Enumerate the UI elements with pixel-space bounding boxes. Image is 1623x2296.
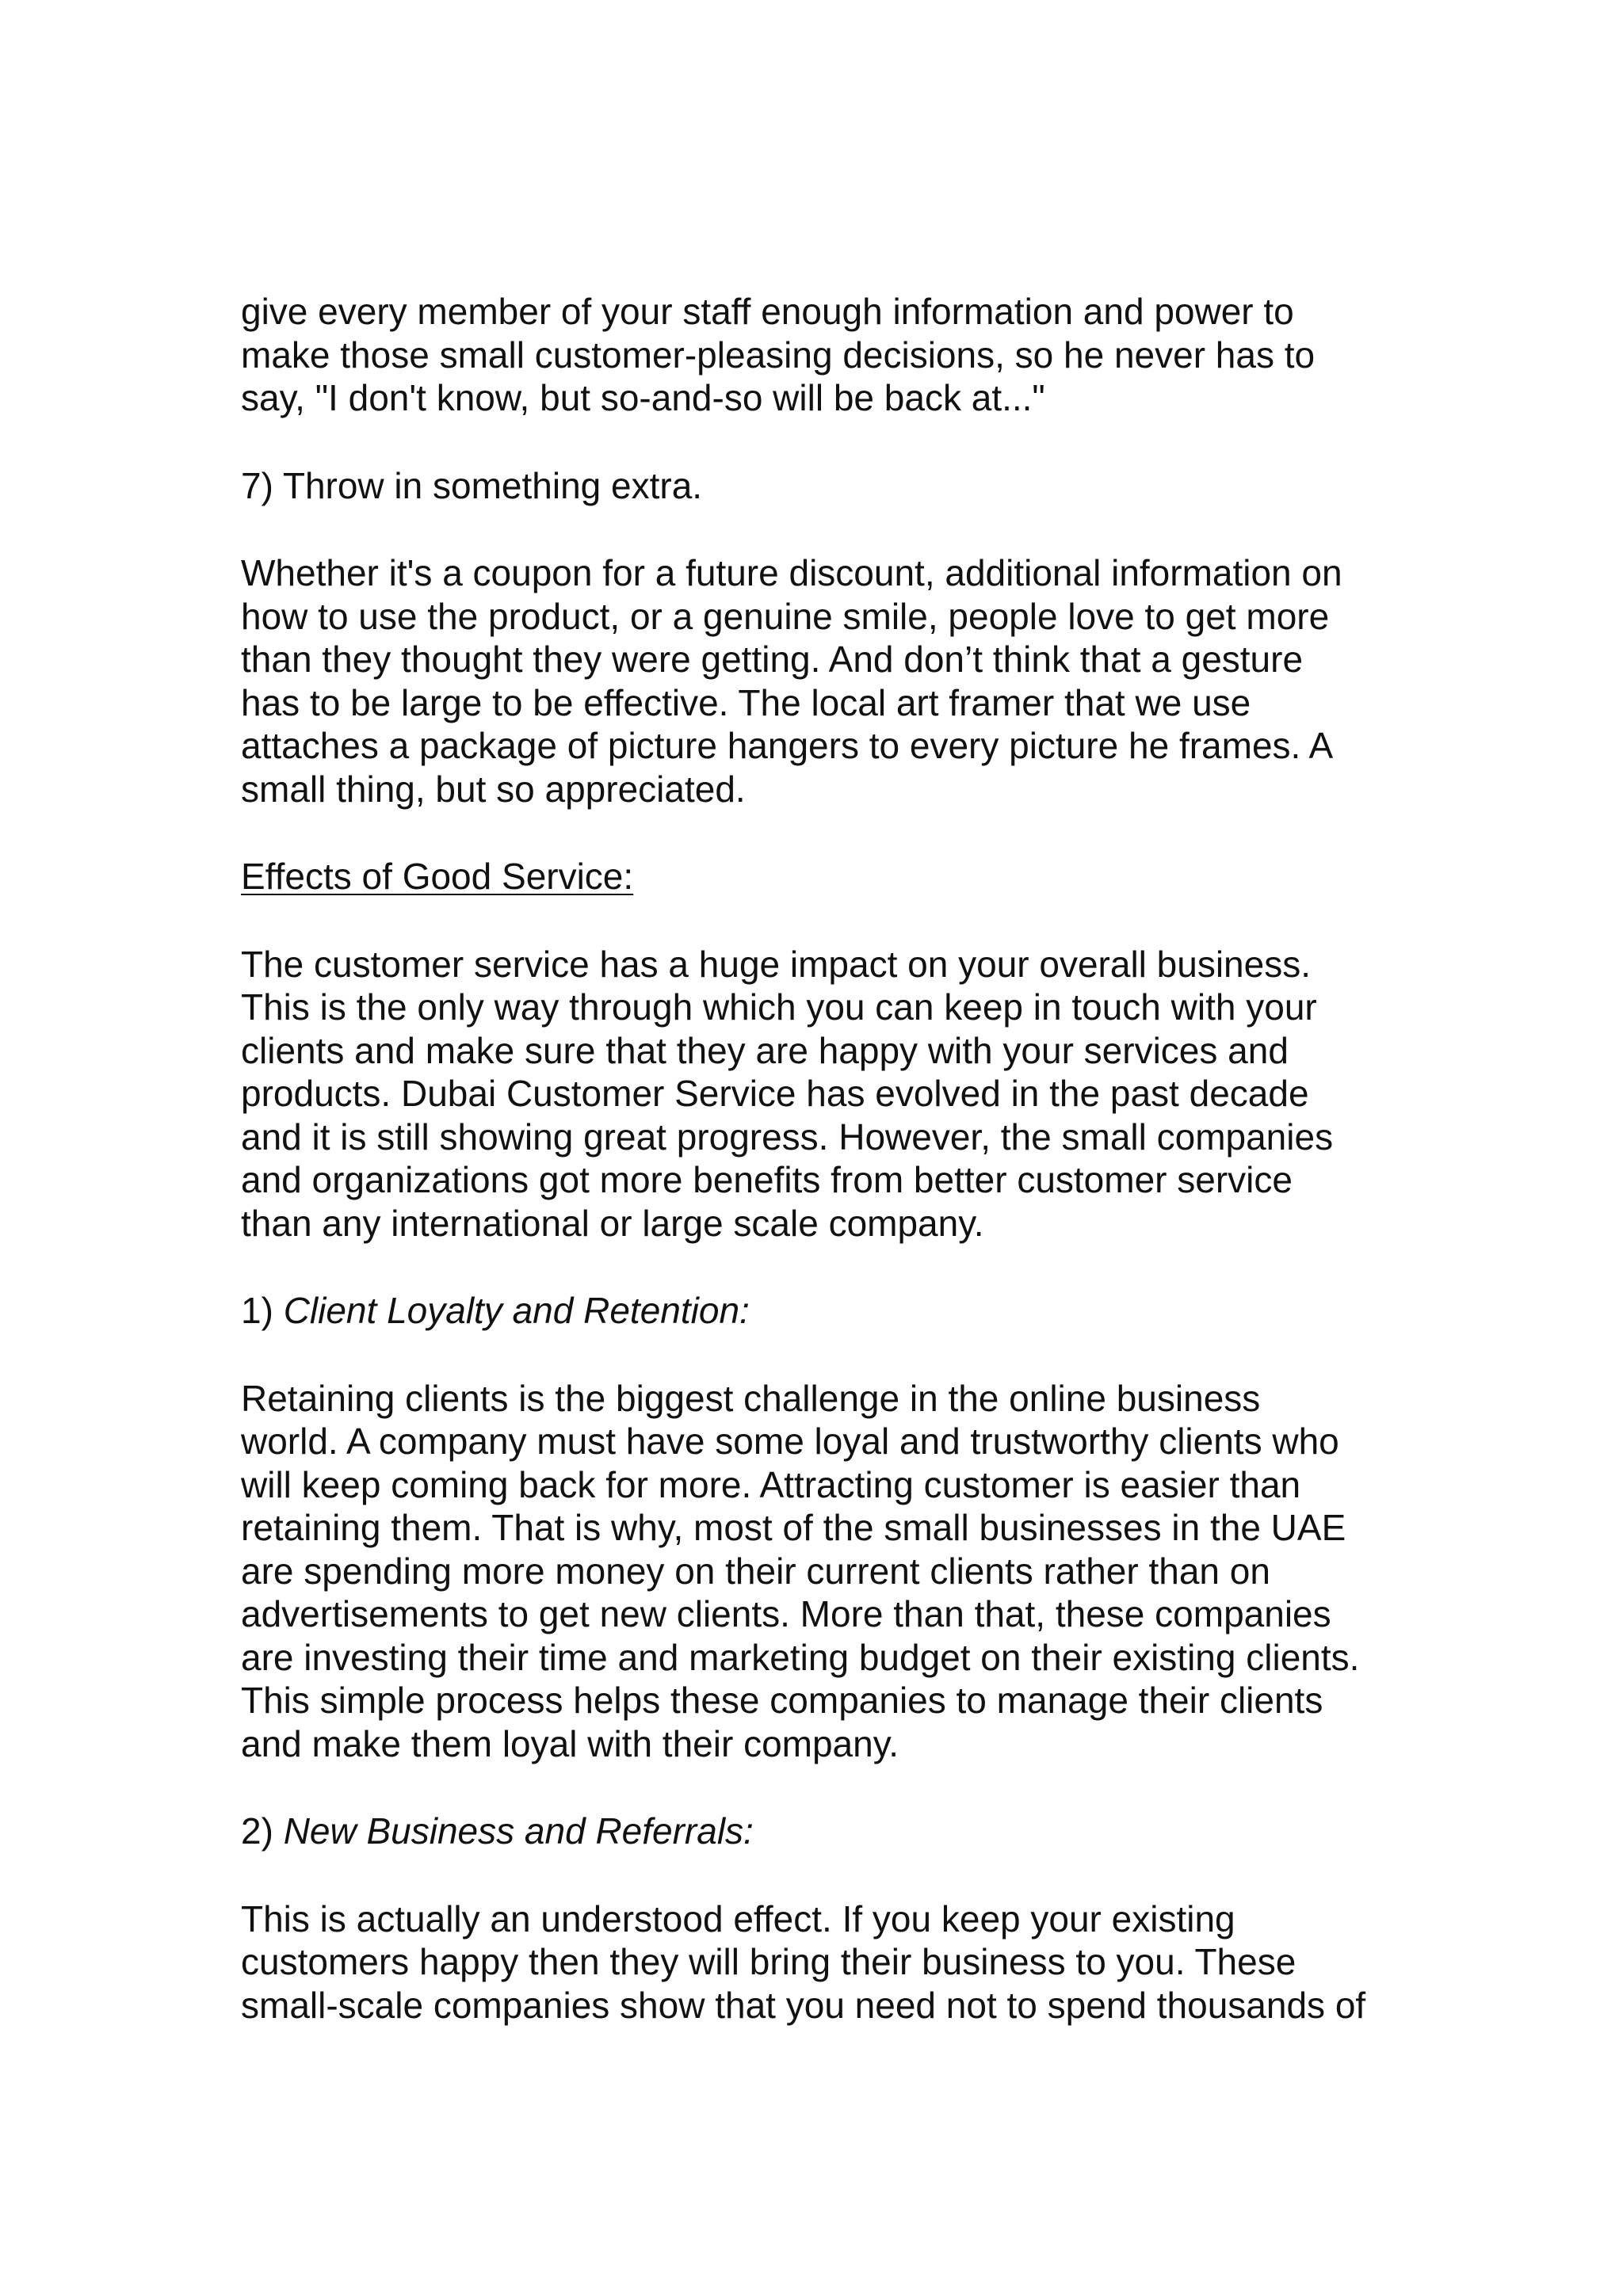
text-line: and make them loyal with their company. xyxy=(241,1722,899,1764)
text-line: has to be large to be effective. The local art framer that we use xyxy=(241,681,1251,723)
text-line: are investing their time and marketing budget on their existing clients. xyxy=(241,1636,1360,1678)
text-line: small-scale companies show that you need not to spend thousands of xyxy=(241,1984,1366,2026)
item-title: New Business and Referrals: xyxy=(283,1810,754,1852)
paragraph-client-retention xyxy=(241,1377,1430,1766)
text-line: than any international or large scale company. xyxy=(241,1202,984,1244)
text-line: make those small customer-pleasing decisions, so he never has to xyxy=(241,334,1316,376)
text-line: retaining them. That is why, most of the small businesses in the UAE xyxy=(241,1507,1346,1548)
text-line: how to use the product, or a genuine smile, people love to get more xyxy=(241,595,1330,637)
paragraph-something-extra xyxy=(241,551,1430,810)
text-line: and organizations got more benefits from better customer service xyxy=(241,1159,1293,1200)
section-heading-text: Effects of Good Service: xyxy=(241,856,634,897)
item-number: 1) xyxy=(241,1290,284,1331)
item-heading: 7) Throw in something extra. xyxy=(241,464,703,506)
item-heading xyxy=(241,1289,1430,1333)
paragraph-referrals xyxy=(241,1897,1430,2027)
text-line: give every member of your staff enough information and power to xyxy=(241,291,1294,332)
item-heading xyxy=(241,1810,1430,1853)
text-line: advertisements to get new clients. More than that, these companies xyxy=(241,1593,1331,1634)
text-line: Whether it's a coupon for a future discount, additional information on xyxy=(241,552,1342,593)
list-item-new-business xyxy=(241,1810,1430,1853)
list-item-client-loyalty xyxy=(241,1289,1430,1333)
text-line: attaches a package of picture hangers to every picture he frames. A xyxy=(241,725,1334,766)
item-number: 2) xyxy=(241,1810,284,1852)
item-title: Client Loyalty and Retention: xyxy=(283,1290,750,1331)
text-line: and it is still showing great progress. However, the small companies xyxy=(241,1116,1334,1158)
text-line: Retaining clients is the biggest challenge in the online business xyxy=(241,1377,1261,1419)
text-line: The customer service has a huge impact on your overall business. xyxy=(241,943,1311,985)
text-line: customers happy then they will bring their business to you. These xyxy=(241,1941,1296,1982)
text-line: small thing, but so appreciated. xyxy=(241,768,746,810)
text-line: products. Dubai Customer Service has evolved in the past decade xyxy=(241,1073,1309,1114)
text-line: say, "I don't know, but so-and-so will be back at..." xyxy=(241,377,1045,418)
text-line: This is actually an understood effect. If you keep your existing xyxy=(241,1897,1235,1939)
paragraph-staff-empowerment xyxy=(241,290,1430,420)
paragraph-customer-service-impact xyxy=(241,943,1430,1245)
text-line: This is the only way through which you can keep in touch with your xyxy=(241,986,1317,1028)
text-line: than they thought they were getting. And don’t think that a gesture xyxy=(241,639,1304,680)
text-line: world. A company must have some loyal and trustworthy clients who xyxy=(241,1421,1339,1462)
text-line: are spending more money on their current clients rather than on xyxy=(241,1550,1270,1592)
section-heading xyxy=(241,855,1430,898)
document-body xyxy=(241,290,1430,2071)
text-line: will keep coming back for more. Attracting customer is easier than xyxy=(241,1463,1301,1505)
list-item-throw-in-extra xyxy=(241,464,1430,508)
text-line: clients and make sure that they are happy with your services and xyxy=(241,1029,1289,1071)
text-line: This simple process helps these companies to manage their clients xyxy=(241,1680,1323,1721)
